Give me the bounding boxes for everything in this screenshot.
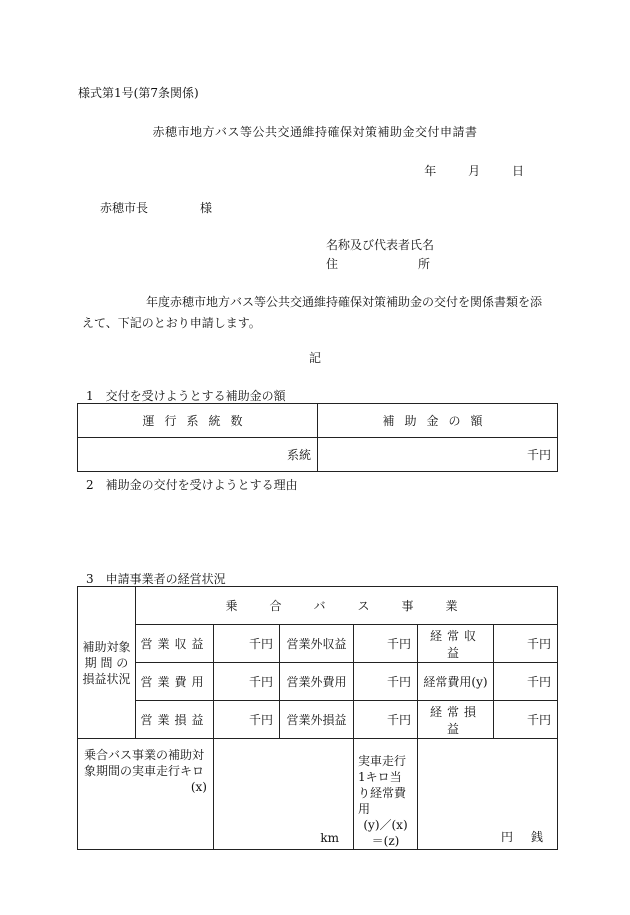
non-operating-revenue-label: 営業外収益 — [280, 625, 354, 663]
date-month: 月 — [468, 164, 481, 178]
operating-expense-label: 営業費用 — [136, 663, 214, 701]
table-row — [78, 663, 558, 701]
applicant-name-label: 名称及び代表者氏名 — [326, 238, 435, 252]
non-operating-expense-label: 営業外費用 — [280, 663, 354, 701]
cost-per-km-value[interactable] — [418, 739, 558, 850]
addressee-name: 赤穂市長 — [100, 201, 149, 215]
addressee-honorific: 様 — [200, 201, 213, 215]
operating-expense-value[interactable]: 千円 — [214, 663, 280, 701]
table-row — [78, 625, 558, 663]
ki-marker: 記 — [308, 351, 321, 365]
route-count-unit: 系統 — [286, 448, 311, 462]
date-line — [396, 162, 524, 179]
yen-unit: 円 — [500, 830, 531, 844]
sen-unit: 銭 — [531, 830, 544, 844]
table-row — [78, 701, 558, 739]
ordinary-profit-value[interactable]: 千円 — [494, 701, 558, 739]
operating-profit-label: 営業損益 — [136, 701, 214, 739]
section2-heading: 2 補助金の交付を受けようとする理由 — [86, 478, 298, 492]
non-operating-revenue-value[interactable]: 千円 — [354, 625, 418, 663]
operating-revenue-value[interactable]: 千円 — [214, 625, 280, 663]
application-body-text: 年度赤穂市地方バス等公共交通維持確保対策補助金の交付を関係書類を添えて、下記のとおり申請します。 — [82, 295, 543, 330]
ordinary-revenue-label: 経常収益 — [418, 625, 494, 663]
applicant-address-label — [326, 255, 434, 274]
ordinary-expense-label: 経常費用(y) — [418, 663, 494, 701]
ordinary-profit-label: 経常損益 — [418, 701, 494, 739]
cost-per-km-label: 実車走行1キロ当 り経常費用 (y)／(x)＝(z) — [354, 739, 418, 850]
non-operating-expense-value[interactable]: 千円 — [354, 663, 418, 701]
operating-revenue-label: 営業収益 — [136, 625, 214, 663]
route-count-cell[interactable] — [78, 438, 318, 472]
addressee — [100, 199, 212, 216]
mileage-value[interactable] — [214, 739, 354, 850]
ordinary-revenue-value[interactable]: 千円 — [494, 625, 558, 663]
business-status-table — [77, 586, 558, 850]
route-count-header: 運行系統数 — [78, 404, 318, 438]
address-char-left: 住 — [326, 257, 339, 271]
applicant-block — [326, 236, 434, 274]
non-operating-profit-value[interactable]: 千円 — [354, 701, 418, 739]
section3-heading: 3 申請事業者の経営状況 — [86, 572, 226, 586]
non-operating-profit-label: 営業外損益 — [280, 701, 354, 739]
subsidy-amount-table — [77, 403, 558, 472]
subsidy-amount-unit: 千円 — [526, 448, 551, 462]
address-char-right: 所 — [418, 257, 431, 271]
date-day: 日 — [511, 164, 524, 178]
date-year: 年 — [424, 164, 437, 178]
km-unit: km — [320, 831, 339, 845]
mileage-label: 乗合バス事業の補助対 象期間の実車走行キロ (x) — [78, 739, 214, 850]
section1-heading: 1 交付を受けようとする補助金の額 — [86, 389, 286, 403]
subsidy-amount-cell[interactable] — [318, 438, 558, 472]
profit-loss-side-label: 補助対象 期 間 の 損益状況 — [78, 587, 136, 739]
form-number-label: 様式第1号(第7条関係) — [78, 86, 199, 100]
document-title: 赤穂市地方バス等公共交通維持確保対策補助金交付申請書 — [152, 125, 478, 139]
bus-business-header: 乗 合 バ ス 事 業 — [136, 587, 558, 625]
ordinary-expense-value[interactable]: 千円 — [494, 663, 558, 701]
subsidy-amount-header: 補助金の額 — [318, 404, 558, 438]
operating-profit-value[interactable]: 千円 — [214, 701, 280, 739]
